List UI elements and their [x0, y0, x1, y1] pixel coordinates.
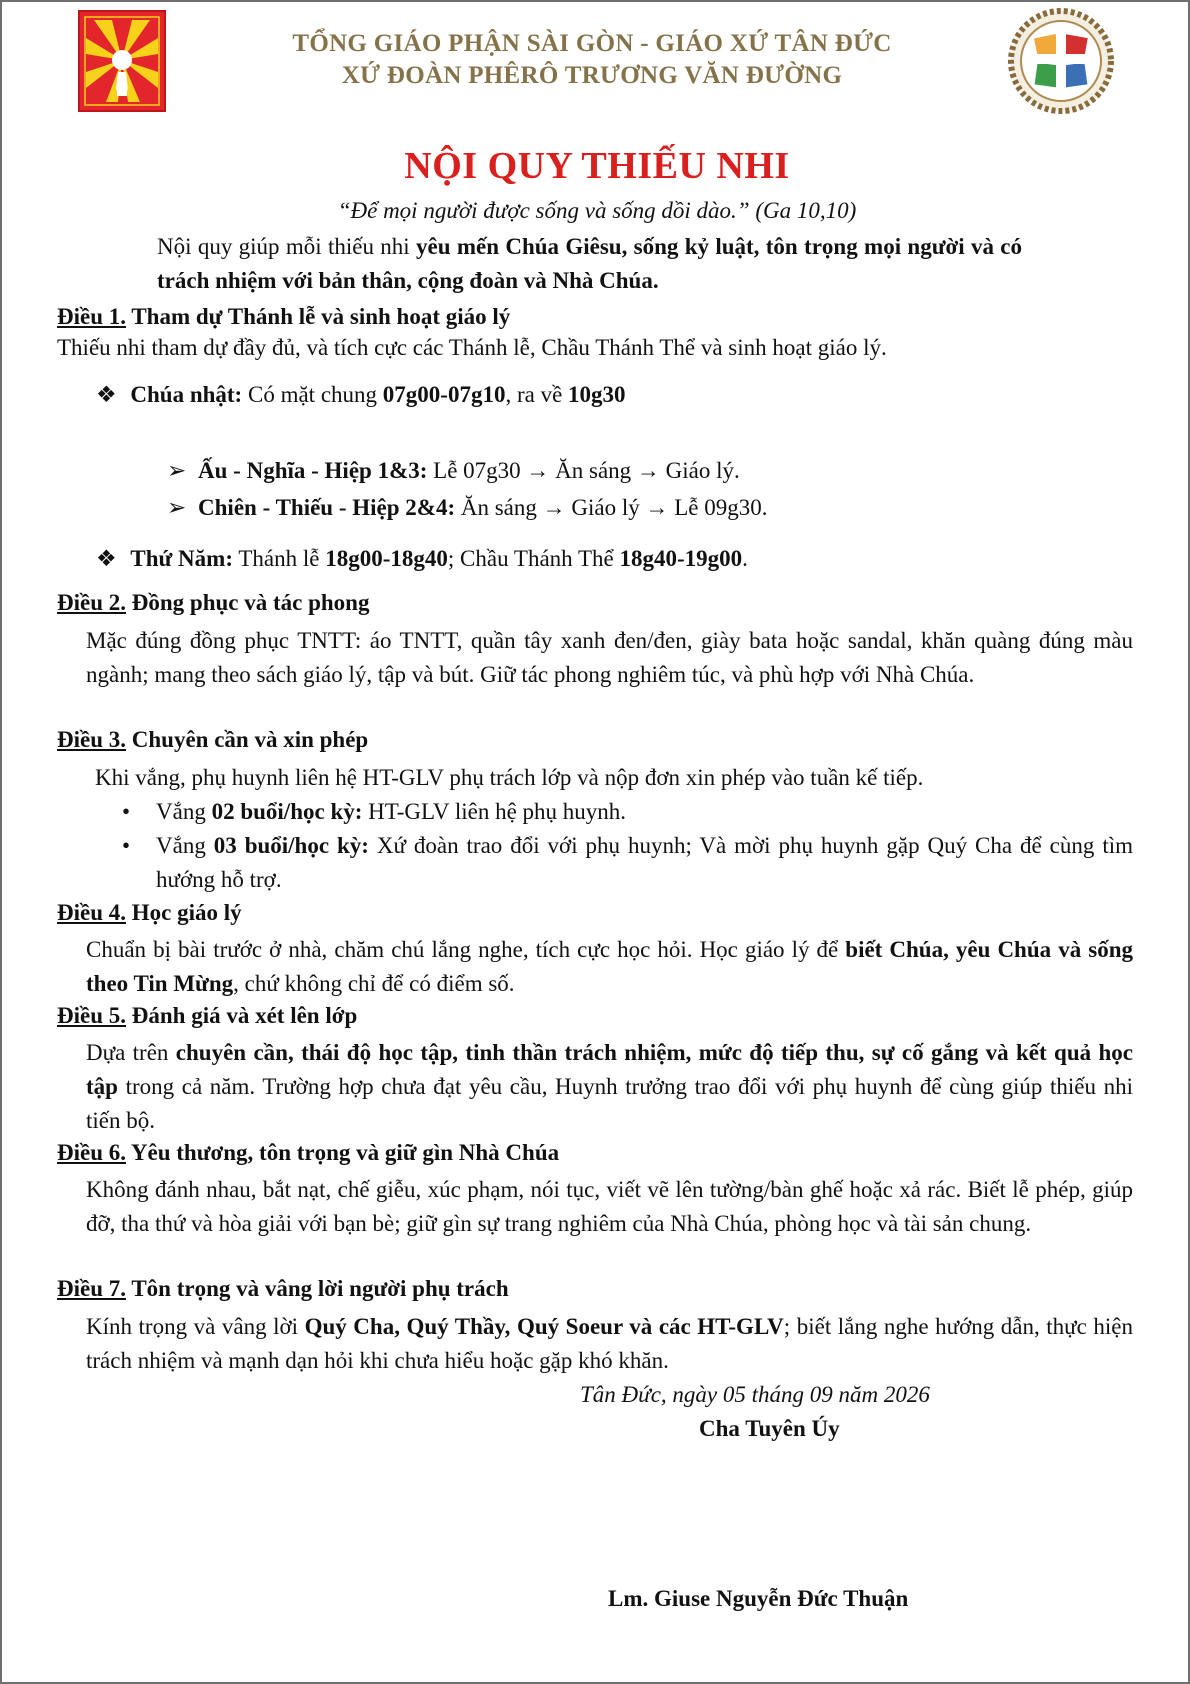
dot-bullet-icon: • [122, 833, 131, 858]
diamond-bullet-icon: ❖ [96, 382, 117, 407]
signature-role: Cha Tuyên Úy [699, 1416, 840, 1441]
tntt-logo-right [1006, 8, 1116, 114]
article-6-number: Điều 6. [57, 1140, 126, 1165]
article-4-text: Chuẩn bị bài trước ở nhà, chăm chú lắng nghe, tích cực học hỏi. Học giáo lý để [86, 937, 846, 962]
arrow-bullet-icon: ➢ [167, 458, 187, 483]
article-7-body [86, 1310, 1133, 1378]
article-1-body: Thiếu nhi tham dự đầy đủ, và tích cực các Thánh lễ, Chầu Thánh Thể và sinh hoạt giáo lý. [57, 335, 887, 360]
diamond-bullet-icon: ❖ [96, 546, 117, 571]
thursday-label: Thứ Năm: [130, 546, 233, 571]
thursday-mass-time: 18g00-18g40 [325, 546, 448, 571]
article-6-heading [57, 1140, 559, 1166]
parish-logo-left [78, 10, 166, 112]
article-7-heading [57, 1276, 509, 1302]
article-4-number: Điều 4. [57, 900, 126, 925]
article-5-body [86, 1036, 1133, 1138]
article-3-heading [57, 727, 368, 753]
article-5-heading [57, 1003, 357, 1029]
article-7-title: Tôn trọng và vâng lời người phụ trách [126, 1276, 509, 1301]
absence-rule-1-pre: Vắng [156, 799, 212, 824]
article-7-text: Kính trọng và vâng lời [86, 1314, 305, 1339]
article-6-body: Không đánh nhau, bắt nạt, chế giễu, xúc phạm, nói tục, viết vẽ lên tường/bàn ghế hoặc xả rác. Biết lễ phép, giúp đỡ, tha thứ và hòa giải với bạn bè; giữ gìn sự trang nghiêm của Nhà Chúa, phòng học và tài sản chung. [86, 1177, 1133, 1236]
sunday-schedule [96, 378, 996, 412]
sunday-text-2: , ra về [505, 382, 569, 407]
intro-text: Nội quy giúp mỗi thiếu nhi [157, 234, 417, 259]
absence-rule-2-text: Xứ đoàn trao đổi với phụ huynh; Và mời phụ huynh gặp Quý Cha để cùng tìm hướng hỗ trợ. [156, 833, 1133, 892]
article-5-title: Đánh giá và xét lên lớp [126, 1003, 358, 1028]
document-title: NỘI QUY THIẾU NHI [404, 145, 790, 187]
group-2-label: Chiên - Thiếu - Hiệp 2&4: [198, 495, 456, 520]
header-chapter: XỨ ĐOÀN PHÊRÔ TRƯƠNG VĂN ĐƯỜNG [341, 62, 843, 89]
article-2-number: Điều 2. [57, 590, 126, 615]
absence-rule-2-bold: 03 buổi/học kỳ: [213, 833, 369, 858]
group-1-text: Lễ 07g30 → Ăn sáng → Giáo lý. [427, 458, 740, 483]
signature-date: Tân Đức, ngày 05 tháng 09 năm 2026 [580, 1382, 930, 1407]
article-6-title: Yêu thương, tôn trọng và giữ gìn Nhà Chúa [126, 1140, 560, 1165]
article-5-number: Điều 5. [57, 1003, 126, 1028]
sunday-label: Chúa nhật: [130, 382, 243, 407]
article-7-number: Điều 7. [57, 1276, 126, 1301]
article-5-text: Dựa trên [86, 1040, 176, 1065]
thursday-text-3: . [742, 546, 748, 571]
article-7-bold: Quý Cha, Quý Thầy, Quý Soeur và các HT-GLV [304, 1314, 784, 1339]
article-4-title: Học giáo lý [126, 900, 242, 925]
thursday-text-2: ; Chầu Thánh Thể [447, 546, 620, 571]
thursday-adoration-time: 18g40-19g00 [619, 546, 743, 571]
article-4-heading [57, 900, 242, 926]
absence-rule-2-pre: Vắng [156, 833, 214, 858]
sunday-dismissal-time: 10g30 [568, 382, 626, 407]
dot-bullet-icon: • [122, 799, 131, 824]
group-1-label: Ấu - Nghĩa - Hiệp 1&3: [198, 458, 428, 483]
article-1-heading [57, 304, 510, 330]
absence-rule-2 [122, 829, 1133, 897]
article-2-title: Đồng phục và tác phong [126, 590, 370, 615]
article-1-number: Điều 1. [57, 304, 126, 329]
absence-rule-1-text: HT-GLV liên hệ phụ huynh. [362, 799, 627, 824]
scripture-quote: “Để mọi người được sống và sống dồi dào.” (Ga 10,10) [337, 198, 857, 223]
article-4-text-end: , chứ không chỉ để có điểm số. [233, 971, 515, 996]
article-2-body: Mặc đúng đồng phục TNTT: áo TNTT, quần tây xanh đen/đen, giày bata hoặc sandal, khăn quàng đúng màu ngành; mang theo sách giáo lý, tập và bút. Giữ tác phong nghiêm túc, và phù hợp với Nhà Chúa. [86, 628, 1133, 687]
intro-bold: yêu mến Chúa Giêsu, sống kỷ luật, tôn trọng mọi người và có trách nhiệm với bản thân, cộng đoàn và Nhà Chúa. [157, 234, 1022, 293]
article-3-title: Chuyên cần và xin phép [126, 727, 369, 752]
signature-name: Lm. Giuse Nguyễn Đức Thuận [608, 1586, 909, 1611]
article-4-bold: biết Chúa, yêu Chúa và sống theo Tin Mừng [86, 937, 1133, 996]
thursday-schedule [96, 542, 996, 576]
sunday-text-1: Có mặt chung [242, 382, 383, 407]
article-2-heading [57, 590, 369, 616]
article-7-text-end: ; biết lắng nghe hướng dẫn, thực hiện trách nhiệm và mạnh dạn hỏi khi chưa hiểu hoặc gặp khó khăn. [86, 1314, 1133, 1373]
sunday-arrival-time: 07g00-07g10 [382, 382, 506, 407]
group-2-text: Ăn sáng → Giáo lý → Lễ 09g30. [455, 495, 768, 520]
article-3-number: Điều 3. [57, 727, 126, 752]
intro-paragraph [157, 230, 1022, 298]
absence-rule-1-bold: 02 buổi/học kỳ: [211, 799, 363, 824]
article-5-bold: chuyên cần, thái độ học tập, tinh thần trách nhiệm, mức độ tiếp thu, sự cố gắng và kết quả học tập [86, 1040, 1133, 1099]
article-3-body: Khi vắng, phụ huynh liên hệ HT-GLV phụ trách lớp và nộp đơn xin phép vào tuần kế tiếp. [95, 765, 924, 790]
header-archdiocese: TỔNG GIÁO PHẬN SÀI GÒN - GIÁO XỨ TÂN ĐỨC [292, 30, 892, 57]
sunday-group-2 [167, 491, 1067, 525]
thursday-text-1: Thánh lễ [233, 546, 326, 571]
article-5-text-end: trong cả năm. Trường hợp chưa đạt yêu cầu, Huynh trưởng trao đổi với phụ huynh để cùng giúp thiếu nhi tiến bộ. [86, 1074, 1133, 1133]
article-4-body [86, 933, 1133, 1001]
sunday-group-1 [167, 454, 1067, 488]
absence-rule-1 [122, 795, 1133, 829]
arrow-bullet-icon: ➢ [167, 495, 187, 520]
article-1-title: Tham dự Thánh lễ và sinh hoạt giáo lý [126, 304, 511, 329]
